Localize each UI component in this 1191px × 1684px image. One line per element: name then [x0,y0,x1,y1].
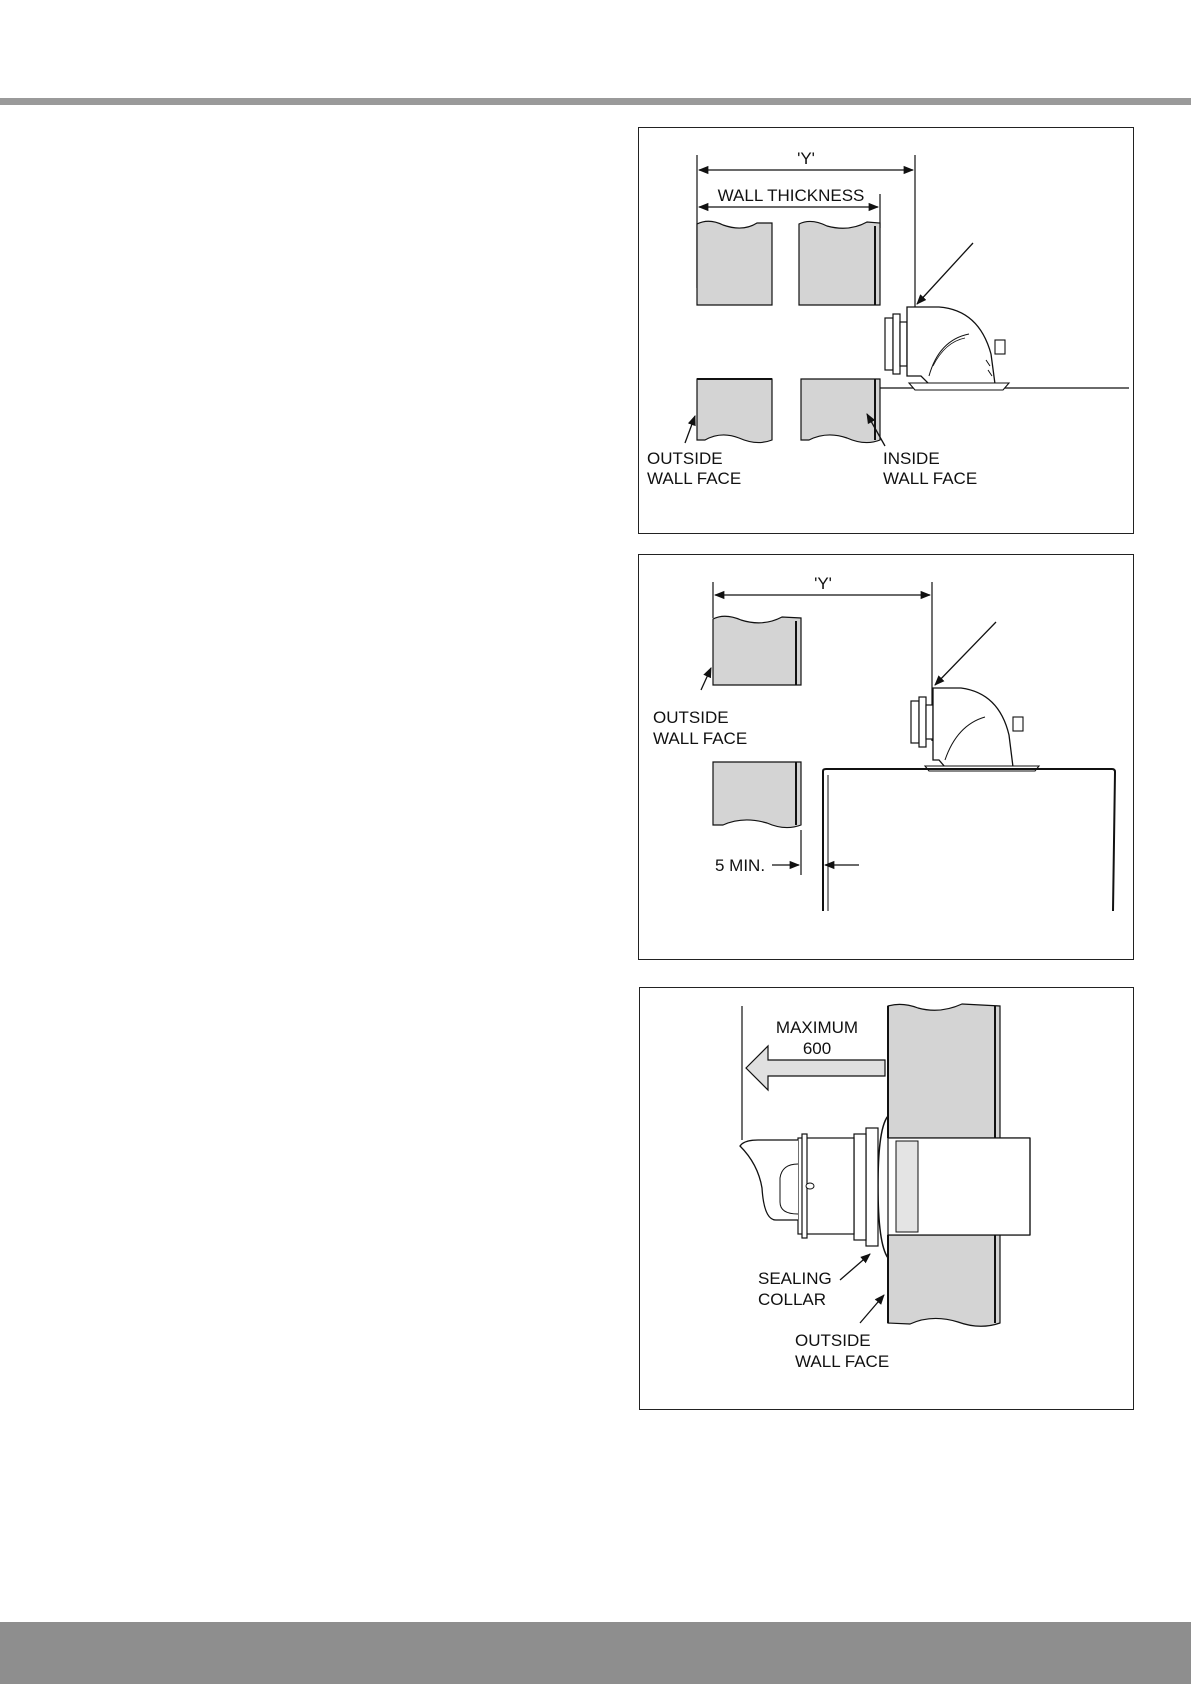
outside-wall-face-label-line2: WALL FACE [647,469,742,488]
outside-wall-face-label-line2: WALL FACE [795,1352,890,1371]
y-label: 'Y' [797,149,815,168]
outside-wall-face-label: OUTSIDE [647,449,723,468]
minimum-clearance-label: 5 MIN. [715,856,766,875]
wall-block [697,221,772,305]
sealing-collar [878,1116,888,1258]
boiler-casing [823,769,1115,911]
maximum-label: MAXIMUM [775,1018,859,1037]
sealing-collar-label: SEALING [758,1269,832,1288]
outside-wall-face-label: OUTSIDE [795,1331,871,1350]
figure-wall-thickness [638,127,1134,534]
inside-wall-face-label: INSIDE [883,449,940,468]
pointer-arrow [935,622,996,685]
flue-elbow-icon [911,688,1039,771]
wall-block [697,379,772,443]
wall-thickness-label: WALL THICKNESS [717,186,865,205]
flue-elbow-icon [885,307,1009,390]
outside-wall-face-label-line2: WALL FACE [653,729,748,748]
wall-block [888,1235,1000,1326]
y-label: 'Y' [814,574,832,593]
figure-minimum-clearance [638,554,1134,960]
wall-block [713,762,801,828]
pointer-arrow [917,243,973,304]
wall-block [801,379,880,443]
maximum-projection-diagram [640,988,1135,1411]
sealing-collar-label-line2: COLLAR [758,1290,827,1309]
minimum-clearance-diagram [639,555,1135,961]
footer-band [0,1622,1191,1684]
maximum-value: 600 [802,1039,832,1058]
inside-wall-face-label-line2: WALL FACE [883,469,978,488]
wall-block [713,616,801,685]
header-rule [0,98,1191,105]
flue-terminal-icon [740,1134,854,1238]
figure-maximum-projection [639,987,1134,1410]
wall-thickness-diagram [639,128,1135,535]
outside-wall-face-label: OUTSIDE [653,708,729,727]
wall-block [888,1004,1000,1138]
wall-block [799,221,880,305]
